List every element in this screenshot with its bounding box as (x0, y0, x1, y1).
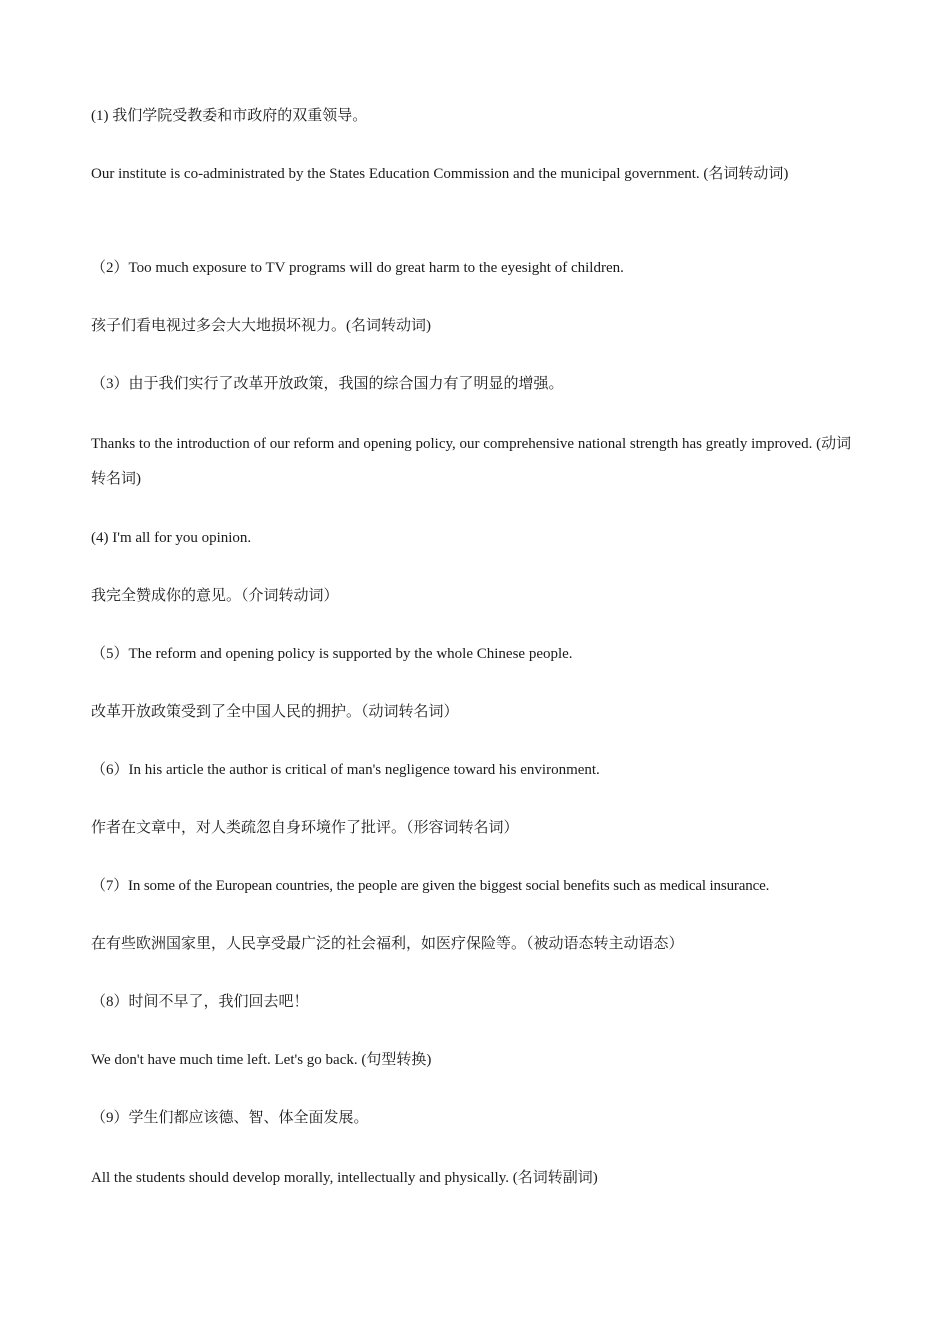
example-5-english: （5）The reform and opening policy is supported by the whole Chinese people. (91, 646, 573, 662)
example-6-chinese: 作者在文章中，对人类疏忽自身环境作了批评。（形容词转名词） (91, 820, 519, 836)
example-3-english: Thanks to the introduction of our reform and opening policy, our comprehensive national strength has greatly improved. (动词转名词) (91, 436, 852, 487)
example-3-chinese: （3）由于我们实行了改革开放政策，我国的综合国力有了明显的增强。 (91, 376, 564, 392)
example-2-english: （2）Too much exposure to TV programs will do great harm to the eyesight of children. (91, 260, 624, 276)
example-6-english: （6）In his article the author is critical of man's negligence toward his environment. (91, 762, 600, 778)
example-1-english: Our institute is co-administrated by the States Education Commission and the municipal government. (名词转动词) (91, 166, 789, 182)
example-2-chinese: 孩子们看电视过多会大大地损坏视力。(名词转动词) (91, 318, 431, 334)
example-8-chinese: （8）时间不早了，我们回去吧！ (91, 994, 309, 1010)
example-7-chinese: 在有些欧洲国家里，人民享受最广泛的社会福利，如医疗保险等。（被动语态转主动语态） (91, 936, 684, 952)
example-4-chinese: 我完全赞成你的意见。（介词转动词） (91, 588, 339, 604)
example-9-english: All the students should develop morally, intellectually and physically. (名词转副词) (91, 1170, 598, 1186)
example-9-chinese: （9）学生们都应该德、智、体全面发展。 (91, 1110, 369, 1126)
example-1-chinese: (1) 我们学院受教委和市政府的双重领导。 (91, 108, 368, 124)
example-4-english: (4) I'm all for you opinion. (91, 530, 252, 546)
example-8-english: We don't have much time left. Let's go back. (句型转换) (91, 1052, 432, 1068)
example-7-english: （7）In some of the European countries, the people are given the biggest social benefits such as medical insurance. (91, 878, 770, 894)
example-5-chinese: 改革开放政策受到了全中国人民的拥护。（动词转名词） (91, 704, 459, 720)
